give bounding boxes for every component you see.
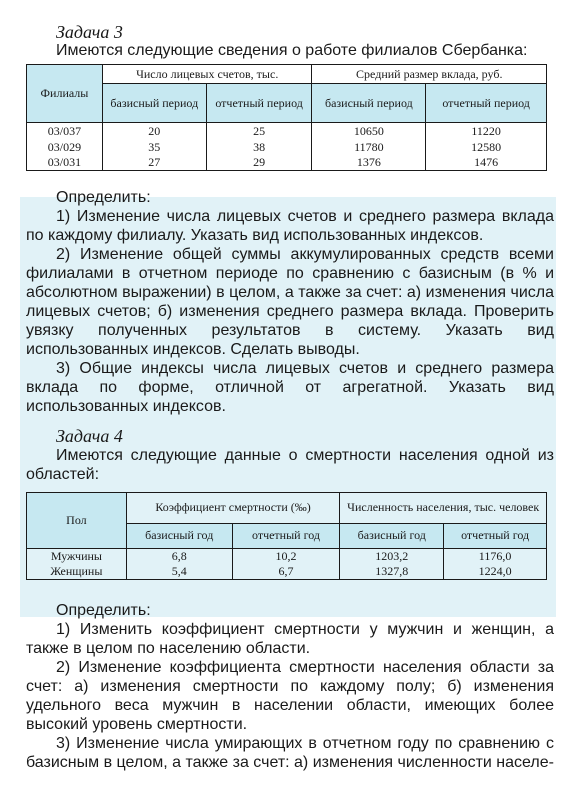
cell: 1376 xyxy=(312,155,426,171)
task4-intro: Имеются следующие данные о смертности населения одной из областей: xyxy=(26,446,554,483)
deposit-base-header: базисный период xyxy=(312,84,426,123)
task3-item-1: 1) Изменение числа лицевых счетов и среднего размера вклада по каждому филиалу. Указать вид использованных индексов. xyxy=(26,207,554,244)
cell: 20 xyxy=(102,123,206,140)
mortality-report-header: отчетный год xyxy=(232,523,340,548)
cell: 1203,2 xyxy=(340,548,444,564)
table-row xyxy=(27,564,547,580)
cell: 1476 xyxy=(426,155,547,171)
task4-title: Задача 4 xyxy=(56,425,123,446)
branch-cell: 03/029 xyxy=(27,140,103,155)
accounts-base-header: базисный период xyxy=(102,84,206,123)
mortality-group-header: Коэффициент смертности (‰) xyxy=(126,492,340,523)
task4-item-3: 3) Изменение числа умирающих в отчетном году по сравнению с базисным в целом, а также за счет: а) изменения численности населе- xyxy=(26,734,554,771)
table-row xyxy=(27,548,547,564)
cell: 10,2 xyxy=(232,548,340,564)
task3-item-3: 3) Общие индексы числа лицевых счетов и среднего размера вклада по форме, отличной от агрегатной. Указать вид использованных индексов. xyxy=(26,359,554,415)
branch-cell: 03/037 xyxy=(27,123,103,140)
cell: 12580 xyxy=(426,140,547,155)
sex-header: Пол xyxy=(27,492,127,548)
task4-item-1: 1) Изменить коэффициент смертности у мужчин и женщин, а также в целом по населению области. xyxy=(26,620,554,657)
cell: 6,8 xyxy=(126,548,232,564)
deposit-report-header: отчетный период xyxy=(426,84,547,123)
cell: 1327,8 xyxy=(340,564,444,580)
branch-header: Филиалы xyxy=(27,65,103,123)
mortality-base-header: базисный год xyxy=(126,523,232,548)
branch-cell: 03/031 xyxy=(27,155,103,171)
cell: 11780 xyxy=(312,140,426,155)
table-row xyxy=(27,123,547,140)
mortality-table xyxy=(26,492,547,580)
cell: 11220 xyxy=(426,123,547,140)
population-report-header: отчетный год xyxy=(444,523,547,548)
population-group-header: Численность населения, тыс. человек xyxy=(340,492,547,523)
cell: 38 xyxy=(206,140,312,155)
cell: 10650 xyxy=(312,123,426,140)
cell: 6,7 xyxy=(232,564,340,580)
task4-define-label: Определить: xyxy=(56,601,151,619)
cell: 5,4 xyxy=(126,564,232,580)
task3-intro: Имеются следующие сведения о работе филиалов Сбербанка: xyxy=(56,42,528,59)
cell: 27 xyxy=(102,155,206,171)
sex-cell: Мужчины xyxy=(27,548,127,564)
task3-title: Задача 3 xyxy=(56,22,123,42)
accounts-report-header: отчетный период xyxy=(206,84,312,123)
cell: 29 xyxy=(206,155,312,171)
accounts-group-header: Число лицевых счетов, тыс. xyxy=(102,65,312,84)
table-row xyxy=(27,155,547,171)
cell: 1176,0 xyxy=(444,548,547,564)
deposit-group-header: Средний размер вклада, руб. xyxy=(312,65,547,84)
cell: 35 xyxy=(102,140,206,155)
sex-cell: Женщины xyxy=(27,564,127,580)
table-row xyxy=(27,140,547,155)
cell: 1224,0 xyxy=(444,564,547,580)
branches-table xyxy=(26,64,547,171)
task3-item-2: 2) Изменение общей суммы аккумулированных средств всеми филиалами в отчетном периоде по сравнению с базисным (в % и абсолютном выражении) в целом, а также за счет: а) изменения числа лицевых счетов; б) изменения среднего размера вклада. Проверить увязку полученных результатов в систему. Указать вид использованных индексов. Сделать выводы. xyxy=(26,245,554,358)
cell: 25 xyxy=(206,123,312,140)
task4-item-2: 2) Изменение коэффициента смертности населения области за счет: а) изменения смертности по каждому полу; б) изменения удельного веса мужчин в населении области, имеющих более высокий уровень смертности. xyxy=(26,658,554,733)
document-page xyxy=(0,22,576,772)
population-base-header: базисный год xyxy=(340,523,444,548)
task3-define-label: Определить: xyxy=(56,188,151,206)
